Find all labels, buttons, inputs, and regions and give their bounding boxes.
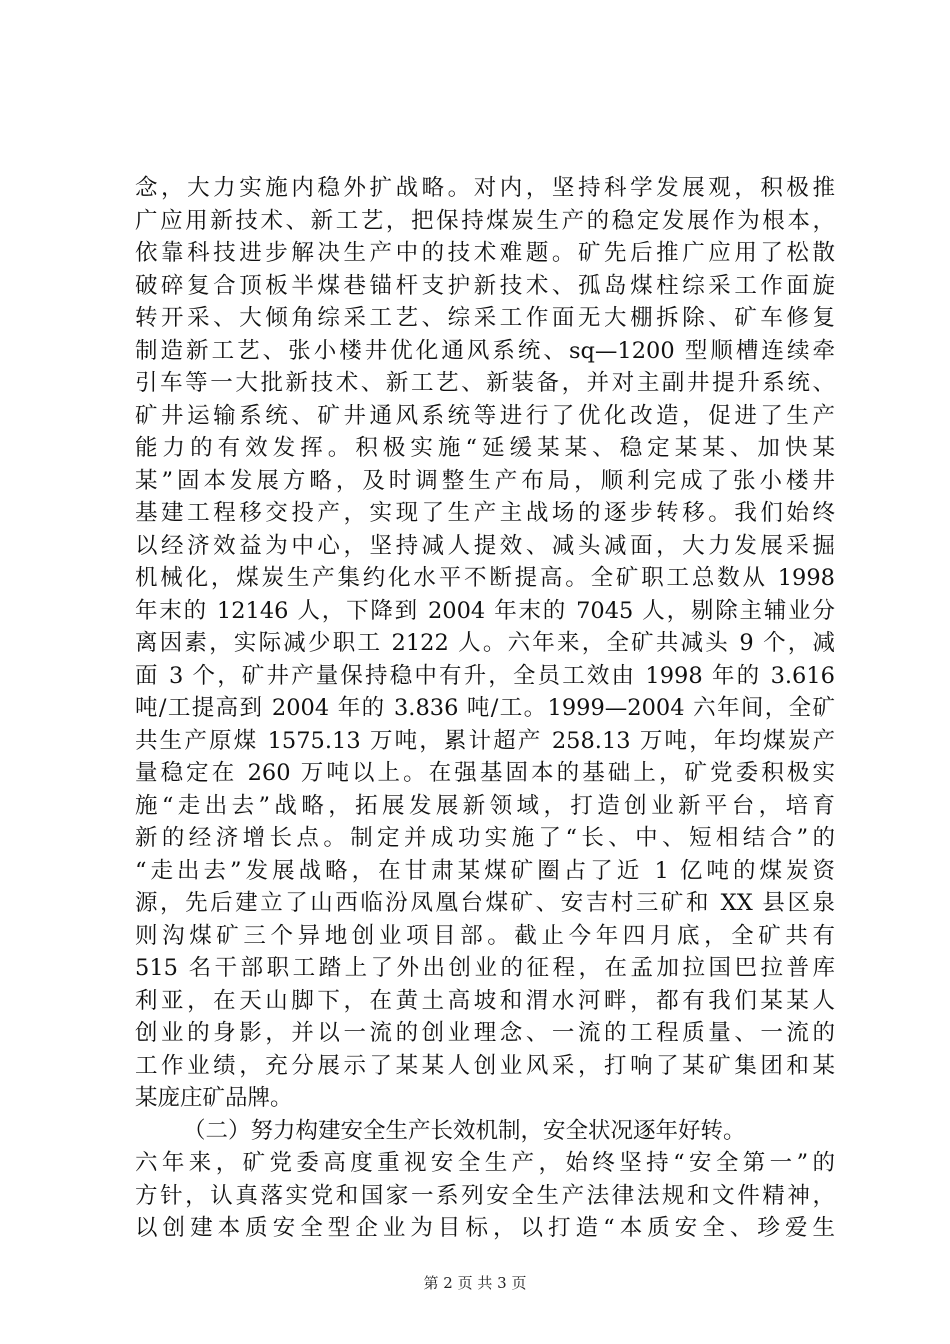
text-line: 离因素，实际减少职工 2122 人。六年来，全矿共减头 9 个，减 xyxy=(135,630,835,656)
text-line: 施“走出去”战略，拓展发展新领域，打造创业新平台，培育 xyxy=(135,792,835,819)
text-line: 年末的 12146 人，下降到 2004 年末的 7045 人，剔除主辅业分 xyxy=(135,597,835,624)
text-line: 以创建本质安全型企业为目标，以打造“本质安全、珍爱生 xyxy=(135,1215,835,1241)
text-line: 创业的身影，并以一流的创业理念、一流的工程质量、一流的 xyxy=(135,1020,835,1046)
text-line: 基建工程移交投产，实现了生产主战场的逐步转移。我们始终 xyxy=(135,500,835,526)
text-line: 广应用新技术、新工艺，把保持煤炭生产的稳定发展作为根本， xyxy=(135,207,835,234)
text-line: “走出去”发展战略，在甘肃某煤矿圈占了近 1 亿吨的煤炭资 xyxy=(135,857,835,884)
text-line: 源，先后建立了山西临汾凤凰台煤矿、安吉村三矿和 XX 县区泉 xyxy=(135,890,835,916)
text-line: 机械化，煤炭生产集约化水平不断提高。全矿职工总数从 1998 xyxy=(135,565,835,591)
text-line: 量稳定在 260 万吨以上。在强基固本的基础上，矿党委积极实 xyxy=(135,760,835,786)
text-line: 制造新工艺、张小楼井优化通风系统、sq—1200 型顺槽连续牵 xyxy=(135,337,835,364)
text-line: 面 3 个，矿井产量保持稳中有升，全员工效由 1998 年的 3.616 xyxy=(135,662,835,689)
text-line: 利亚，在天山脚下，在黄土高坡和渭水河畔，都有我们某某人 xyxy=(135,987,835,1014)
text-line: 引车等一大批新技术、新工艺、新装备，并对主副井提升系统、 xyxy=(135,370,835,396)
text-line: 某”固本发展方略，及时调整生产布局，顺利完成了张小楼井 xyxy=(135,467,835,494)
text-line: 能力的有效发挥。积极实施“延缓某某、稳定某某、加快某 xyxy=(135,435,835,461)
text-line: 则沟煤矿三个异地创业项目部。截止今年四月底，全矿共有 xyxy=(135,922,835,949)
text-line: 吨/工提高到 2004 年的 3.836 吨/工。1999—2004 六年间，全矿 xyxy=(135,695,835,721)
text-line: 念，大力实施内稳外扩战略。对内，坚持科学发展观，积极推 xyxy=(135,175,835,201)
text-line: 转开采、大倾角综采工艺、综采工作面无大棚拆除、矿车修复 xyxy=(135,305,835,331)
text-line: 矿井运输系统、矿井通风系统等进行了优化改造，促进了生产 xyxy=(135,402,835,429)
body-text xyxy=(135,172,835,1245)
page-number-footer: 第 2 页 共 3 页 xyxy=(423,1274,527,1292)
text-line: 破碎复合顶板半煤巷锚杆支护新技术、孤岛煤柱综采工作面旋 xyxy=(135,272,835,299)
text-line: 方针，认真落实党和国家一系列安全生产法律法规和文件精神， xyxy=(135,1182,835,1209)
section-heading: （二）努力构建安全生产长效机制，安全状况逐年好转。 xyxy=(183,1117,746,1144)
text-line: 共生产原煤 1575.13 万吨，累计超产 258.13 万吨，年均煤炭产 xyxy=(135,727,835,754)
text-line: 新的经济增长点。制定并成功实施了“长、中、短相结合”的 xyxy=(135,825,835,851)
text-line: 依靠科技进步解决生产中的技术难题。矿先后推广应用了松散 xyxy=(135,240,835,266)
text-line: 515 名干部职工踏上了外出创业的征程，在孟加拉国巴拉普库 xyxy=(135,955,835,981)
text-line: 某庞庄矿品牌。 xyxy=(135,1085,293,1111)
text-line: 工作业绩，充分展示了某某人创业风采，打响了某矿集团和某 xyxy=(135,1052,835,1079)
text-line: 六年来，矿党委高度重视安全生产，始终坚持“安全第一”的 xyxy=(135,1150,835,1176)
text-line: 以经济效益为中心，坚持减人提效、减头减面，大力发展采掘 xyxy=(135,532,835,559)
